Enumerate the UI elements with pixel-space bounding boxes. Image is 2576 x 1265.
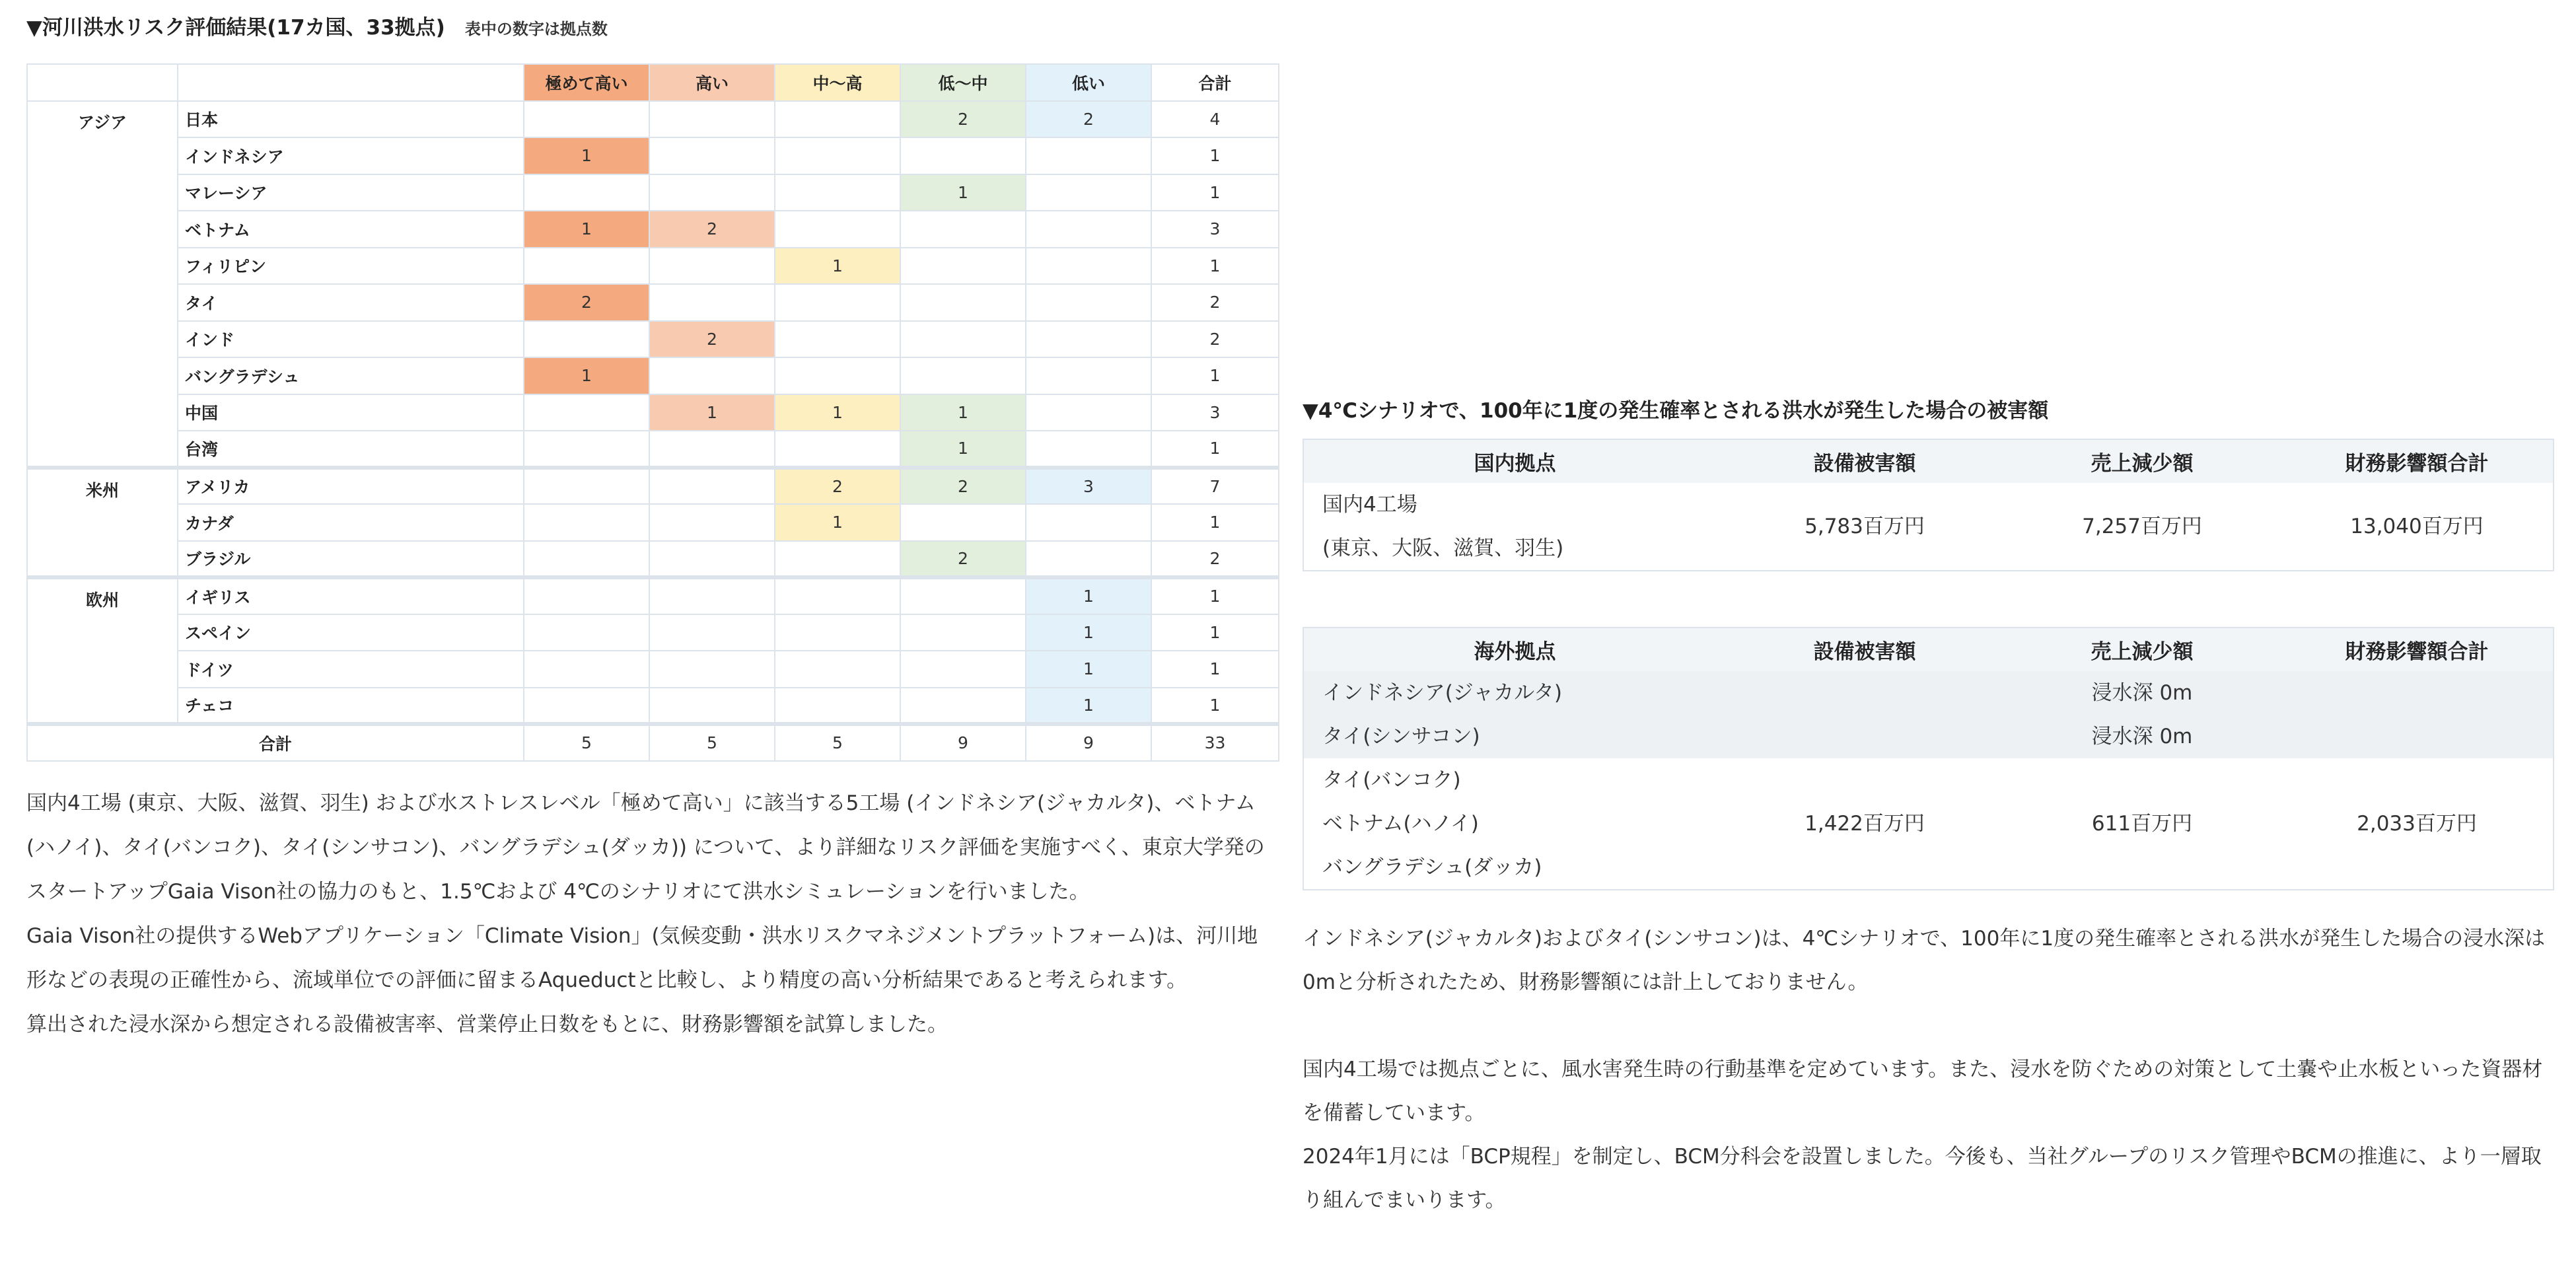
count-cell	[775, 431, 900, 468]
table-row	[27, 577, 1279, 614]
count-cell	[524, 101, 649, 138]
region-label: 欧州	[27, 577, 178, 724]
count-cell	[1026, 321, 1151, 358]
country-label: ベトナム	[178, 211, 524, 248]
country-label: バングラデシュ	[178, 357, 524, 394]
count-cell	[900, 137, 1026, 174]
risk-section-title	[26, 13, 1278, 44]
location-line: タイ(バンコク)	[1322, 768, 1461, 792]
count-cell: 1	[1026, 577, 1151, 614]
header-equipment-damage: 設備被害額	[1726, 439, 2003, 483]
paragraph: インドネシア(ジャカルタ)およびタイ(シンサコン)は、4℃シナリオで、100年に1度の発生確率とされる洪水が発生した場合の浸水深は0mと分析されたため、財務影響額には計上しておりません。	[1303, 927, 2546, 994]
count-cell	[900, 688, 1026, 725]
country-label: ドイツ	[178, 651, 524, 688]
count-cell	[524, 688, 649, 725]
country-label: アメリカ	[178, 468, 524, 505]
country-label: インドネシア	[178, 137, 524, 174]
row-total-cell: 3	[1151, 394, 1279, 431]
country-label: イギリス	[178, 577, 524, 614]
header-medium-high: 中～高	[775, 64, 900, 101]
count-cell: 1	[775, 248, 900, 285]
header-financial-total: 財務影響額合計	[2281, 628, 2554, 671]
header-sales-loss: 売上減少額	[2003, 439, 2281, 483]
row-total-cell: 1	[1151, 357, 1279, 394]
count-cell	[1026, 248, 1151, 285]
count-cell	[649, 284, 775, 321]
sales-loss-value: 611百万円	[2091, 812, 2193, 836]
header-financial-total: 財務影響額合計	[2281, 439, 2554, 483]
count-cell	[524, 504, 649, 541]
row-total-cell: 3	[1151, 211, 1279, 248]
financial-total-value: 13,040百万円	[2350, 515, 2484, 538]
left-section	[26, 13, 1278, 1047]
count-cell: 1	[1026, 614, 1151, 651]
country-label: マレーシア	[178, 174, 524, 211]
header-total: 合計	[1151, 64, 1279, 101]
count-cell: 2	[900, 468, 1026, 505]
row-total-cell: 2	[1151, 541, 1279, 578]
totals-label: 合計	[27, 724, 524, 761]
count-cell	[649, 431, 775, 468]
count-cell	[649, 504, 775, 541]
region-label: アジア	[27, 101, 178, 468]
total-cell: 5	[524, 724, 649, 761]
region-label: 米州	[27, 468, 178, 578]
count-cell	[775, 651, 900, 688]
damage-section-title: ▼4℃シナリオで、100年に1度の発生確率とされる洪水が発生した場合の被害額	[1303, 399, 2049, 423]
count-cell	[649, 577, 775, 614]
count-cell	[524, 468, 649, 505]
total-cell: 5	[649, 724, 775, 761]
count-cell	[524, 394, 649, 431]
count-cell: 1	[900, 394, 1026, 431]
count-cell	[649, 688, 775, 725]
overseas-location-group	[1303, 758, 1726, 890]
count-cell	[900, 211, 1026, 248]
right-section	[1303, 396, 2553, 1222]
totals-row	[27, 724, 1279, 761]
table-header-row	[27, 64, 1279, 101]
risk-note: 表中の数字は拠点数	[464, 20, 608, 38]
count-cell	[524, 541, 649, 578]
count-cell	[524, 174, 649, 211]
equipment-damage-value: 5,783百万円	[1805, 515, 1925, 538]
overseas-damage-table	[1303, 627, 2554, 890]
count-cell	[775, 614, 900, 651]
count-cell	[1026, 174, 1151, 211]
count-cell	[1026, 394, 1151, 431]
count-cell: 1	[524, 357, 649, 394]
header-sales-loss: 売上減少額	[2003, 628, 2281, 671]
count-cell: 1	[775, 394, 900, 431]
location-line: 国内4工場	[1322, 493, 1417, 517]
count-cell: 1	[1026, 688, 1151, 725]
row-total-cell: 2	[1151, 321, 1279, 358]
count-cell	[524, 614, 649, 651]
count-cell	[900, 577, 1026, 614]
table-row	[27, 614, 1279, 651]
country-label: フィリピン	[178, 248, 524, 285]
overseas-row-group	[1303, 758, 2554, 890]
equipment-damage-value: 1,422百万円	[1805, 812, 1925, 836]
count-cell: 1	[524, 211, 649, 248]
count-cell	[649, 357, 775, 394]
table-row	[27, 284, 1279, 321]
table-row	[27, 504, 1279, 541]
count-cell: 2	[524, 284, 649, 321]
count-cell: 1	[649, 394, 775, 431]
count-cell	[900, 614, 1026, 651]
header-domestic-site: 国内拠点	[1303, 439, 1726, 483]
count-cell	[649, 468, 775, 505]
table-row	[27, 541, 1279, 578]
count-cell	[900, 248, 1026, 285]
domestic-row	[1303, 483, 2554, 571]
country-label: タイ	[178, 284, 524, 321]
header-overseas-site: 海外拠点	[1303, 628, 1726, 671]
table-row	[27, 211, 1279, 248]
flood-risk-table	[26, 63, 1279, 762]
row-total-cell: 7	[1151, 468, 1279, 505]
sales-loss-value: 7,257百万円	[2082, 515, 2202, 538]
header-blank	[178, 64, 524, 101]
risk-title: ▼河川洪水リスク評価結果(17カ国、33拠点)	[26, 16, 445, 40]
count-cell: 2	[900, 101, 1026, 138]
total-cell: 9	[900, 724, 1026, 761]
count-cell: 1	[900, 174, 1026, 211]
row-total-cell: 1	[1151, 137, 1279, 174]
count-cell	[775, 101, 900, 138]
count-cell: 2	[649, 321, 775, 358]
count-cell	[775, 688, 900, 725]
count-cell: 1	[775, 504, 900, 541]
count-cell	[524, 651, 649, 688]
count-cell	[900, 357, 1026, 394]
country-label: スペイン	[178, 614, 524, 651]
empty-cell	[1726, 671, 2003, 715]
count-cell	[524, 248, 649, 285]
paragraph: 2024年1月には「BCP規程」を制定し、BCM分科会を設置しました。今後も、当社グループのリスク管理やBCMの推進に、より一層取り組んでまいります。	[1303, 1145, 2542, 1212]
left-paragraphs	[26, 781, 1278, 1047]
overseas-location: タイ(シンサコン)	[1303, 715, 1726, 758]
count-cell	[775, 174, 900, 211]
header-low: 低い	[1026, 64, 1151, 101]
overseas-location: インドネシア(ジャカルタ)	[1303, 671, 1726, 715]
table-row	[27, 174, 1279, 211]
count-cell	[900, 321, 1026, 358]
count-cell	[775, 211, 900, 248]
count-cell	[649, 174, 775, 211]
empty-cell	[1726, 715, 2003, 758]
count-cell	[524, 321, 649, 358]
empty-cell	[2281, 671, 2554, 715]
count-cell	[1026, 211, 1151, 248]
overseas-row-jakarta	[1303, 671, 2554, 715]
count-cell	[1026, 541, 1151, 578]
count-cell	[649, 651, 775, 688]
header-very-high: 極めて高い	[524, 64, 649, 101]
paragraph: 国内4工場 (東京、大阪、滋賀、羽生) および水ストレスレベル「極めて高い」に該当する5工場 (インドネシア(ジャカルタ)、ベトナム(ハノイ)、タイ(バンコク)、タイ(シンサコン)、バングラデシュ(ダッカ)) について、より詳細なリスク評価を実施すべく、東京大学発のスタートアップGaia Vison社の協力のもと、1.5℃および 4℃のシナリオにて洪水シミュレーションを行いました。	[26, 791, 1265, 904]
header-equipment-damage: 設備被害額	[1726, 628, 2003, 671]
count-cell	[775, 137, 900, 174]
count-cell	[1026, 284, 1151, 321]
country-label: 中国	[178, 394, 524, 431]
count-cell: 2	[900, 541, 1026, 578]
flood-depth-note: 浸水深 0m	[2003, 715, 2281, 758]
domestic-damage-table	[1303, 439, 2554, 571]
count-cell	[649, 248, 775, 285]
table-row	[27, 101, 1279, 138]
total-cell: 5	[775, 724, 900, 761]
country-label: インド	[178, 321, 524, 358]
domestic-location	[1303, 483, 1726, 571]
location-line: (東京、大阪、滋賀、羽生)	[1322, 536, 1564, 560]
country-label: チェコ	[178, 688, 524, 725]
row-total-cell: 1	[1151, 577, 1279, 614]
table-row	[27, 468, 1279, 505]
count-cell	[1026, 137, 1151, 174]
country-label: ブラジル	[178, 541, 524, 578]
count-cell	[775, 357, 900, 394]
empty-cell	[2281, 715, 2554, 758]
financial-total-value: 2,033百万円	[2357, 812, 2477, 836]
paragraph: Gaia Vison社の提供するWebアプリケーション「Climate Vision」(気候変動・洪水リスクマネジメントプラットフォーム)は、河川地形などの表現の正確性から、流域単位での評価に留まるAqueductと比較し、より精度の高い分析結果であると考えられます。	[26, 923, 1258, 992]
country-label: 日本	[178, 101, 524, 138]
row-total-cell: 1	[1151, 431, 1279, 468]
count-cell	[649, 614, 775, 651]
count-cell: 2	[775, 468, 900, 505]
domestic-header-row	[1303, 439, 2554, 483]
count-cell: 1	[1026, 651, 1151, 688]
count-cell: 2	[1026, 101, 1151, 138]
location-line: ベトナム(ハノイ)	[1322, 812, 1479, 836]
location-line: バングラデシュ(ダッカ)	[1322, 855, 1542, 879]
count-cell: 1	[524, 137, 649, 174]
header-blank	[27, 64, 178, 101]
table-row	[27, 431, 1279, 468]
count-cell	[775, 577, 900, 614]
count-cell	[649, 101, 775, 138]
count-cell	[649, 137, 775, 174]
row-total-cell: 1	[1151, 688, 1279, 725]
row-total-cell: 1	[1151, 614, 1279, 651]
table-row	[27, 137, 1279, 174]
count-cell	[524, 431, 649, 468]
row-total-cell: 2	[1151, 284, 1279, 321]
country-label: カナダ	[178, 504, 524, 541]
count-cell	[775, 541, 900, 578]
table-row	[27, 321, 1279, 358]
count-cell	[900, 504, 1026, 541]
overseas-header-row	[1303, 628, 2554, 671]
row-total-cell: 1	[1151, 651, 1279, 688]
header-low-medium: 低～中	[900, 64, 1026, 101]
paragraph: 算出された浸水深から想定される設備被害率、営業停止日数をもとに、財務影響額を試算しました。	[26, 1012, 948, 1036]
table-row	[27, 394, 1279, 431]
country-label: 台湾	[178, 431, 524, 468]
count-cell	[1026, 504, 1151, 541]
row-total-cell: 1	[1151, 248, 1279, 285]
table-row	[27, 688, 1279, 725]
count-cell	[775, 284, 900, 321]
total-cell: 33	[1151, 724, 1279, 761]
row-total-cell: 1	[1151, 174, 1279, 211]
count-cell: 1	[900, 431, 1026, 468]
right-paragraphs	[1303, 917, 2553, 1222]
row-total-cell: 1	[1151, 504, 1279, 541]
count-cell	[649, 541, 775, 578]
overseas-row-sinsakhon	[1303, 715, 2554, 758]
count-cell: 3	[1026, 468, 1151, 505]
paragraph: 国内4工場では拠点ごとに、風水害発生時の行動基準を定めています。また、浸水を防ぐための対策として土嚢や止水板といった資器材を備蓄しています。	[1303, 1058, 2543, 1125]
count-cell	[1026, 431, 1151, 468]
count-cell	[775, 321, 900, 358]
risk-table-body	[27, 101, 1279, 725]
count-cell	[900, 284, 1026, 321]
table-row	[27, 651, 1279, 688]
flood-depth-note: 浸水深 0m	[2003, 671, 2281, 715]
count-cell	[1026, 357, 1151, 394]
table-row	[27, 357, 1279, 394]
table-row	[27, 248, 1279, 285]
row-total-cell: 4	[1151, 101, 1279, 138]
total-cell: 9	[1026, 724, 1151, 761]
header-high: 高い	[649, 64, 775, 101]
count-cell	[900, 651, 1026, 688]
count-cell: 2	[649, 211, 775, 248]
count-cell	[524, 577, 649, 614]
